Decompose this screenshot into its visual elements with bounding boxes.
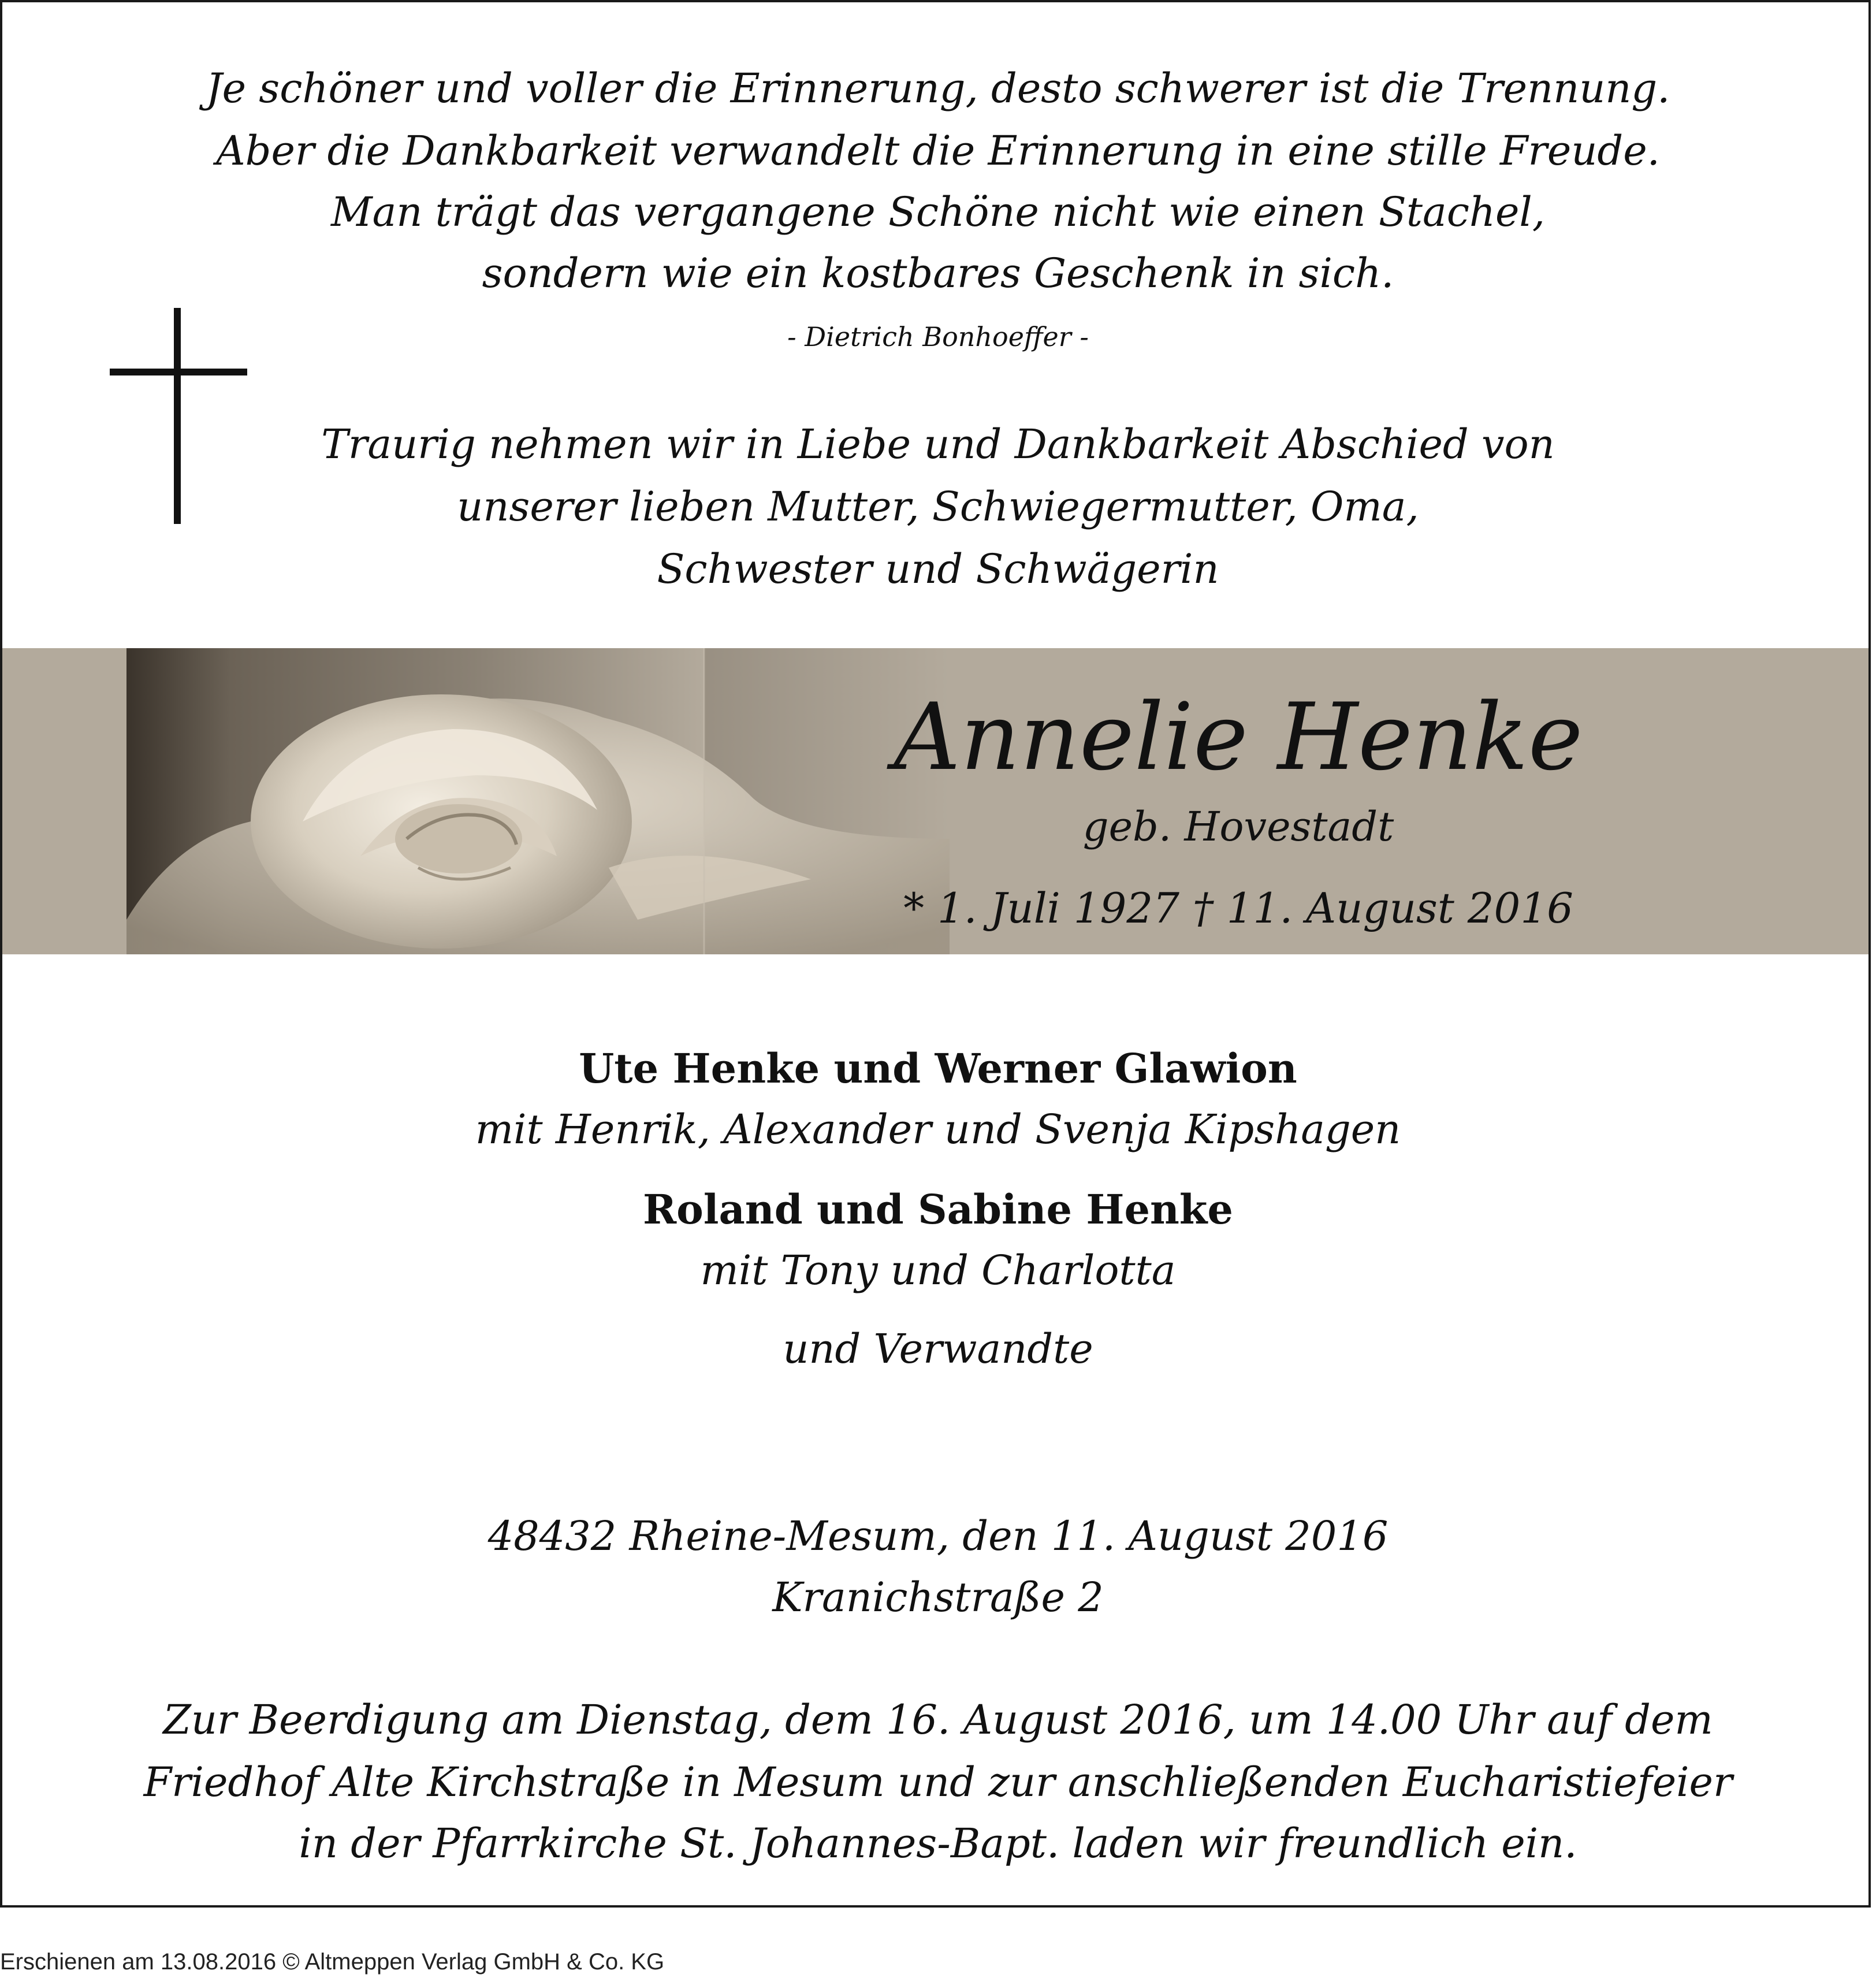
publication-footer: Erschienen am 13.08.2016 © Altmeppen Verlag GmbH & Co. KG xyxy=(0,1949,665,1975)
mourner-name: Ute Henke und Werner Glawion xyxy=(579,1044,1297,1092)
name-band xyxy=(2,648,1868,954)
deceased-name: Annelie Henke xyxy=(894,683,1583,791)
quote-line: Man trägt das vergangene Schöne nicht wie einen Stachel, xyxy=(330,188,1546,236)
place-date: 48432 Rheine-Mesum, den 11. August 2016 xyxy=(487,1512,1389,1560)
funeral-line: Friedhof Alte Kirchstraße in Mesum und zur anschließenden Eucharistiefeier xyxy=(143,1758,1733,1806)
quote-line: Aber die Dankbarkeit verwandelt die Erinnerung in eine stille Freude. xyxy=(216,127,1660,174)
quote-line: sondern wie ein kostbares Geschenk in sich. xyxy=(482,250,1394,297)
mourner-with: mit Henrik, Alexander und Svenja Kipshagen xyxy=(475,1106,1401,1153)
funeral-line: Zur Beerdigung am Dienstag, dem 16. August 2016, um 14.00 Uhr auf dem xyxy=(163,1696,1713,1743)
quote-line: Je schöner und voller die Erinnerung, desto schwerer ist die Trennung. xyxy=(206,65,1670,112)
mourner-with: mit Tony und Charlotta xyxy=(700,1247,1176,1294)
intro-line: unserer lieben Mutter, Schwiegermutter, Oma, xyxy=(457,483,1419,530)
relatives: und Verwandte xyxy=(783,1325,1093,1373)
birth-name: geb. Hovestadt xyxy=(1082,803,1394,850)
intro-line: Traurig nehmen wir in Liebe und Dankbarkeit Abschied von xyxy=(321,421,1555,468)
life-dates: * 1. Juli 1927 † 11. August 2016 xyxy=(903,884,1573,932)
funeral-line: in der Pfarrkirche St. Johannes-Bapt. laden wir freundlich ein. xyxy=(299,1820,1577,1867)
intro-line: Schwester und Schwägerin xyxy=(657,545,1219,593)
mourner-name: Roland und Sabine Henke xyxy=(643,1185,1233,1233)
quote-author: - Dietrich Bonhoeffer - xyxy=(787,321,1089,352)
address: Kranichstraße 2 xyxy=(772,1574,1104,1621)
